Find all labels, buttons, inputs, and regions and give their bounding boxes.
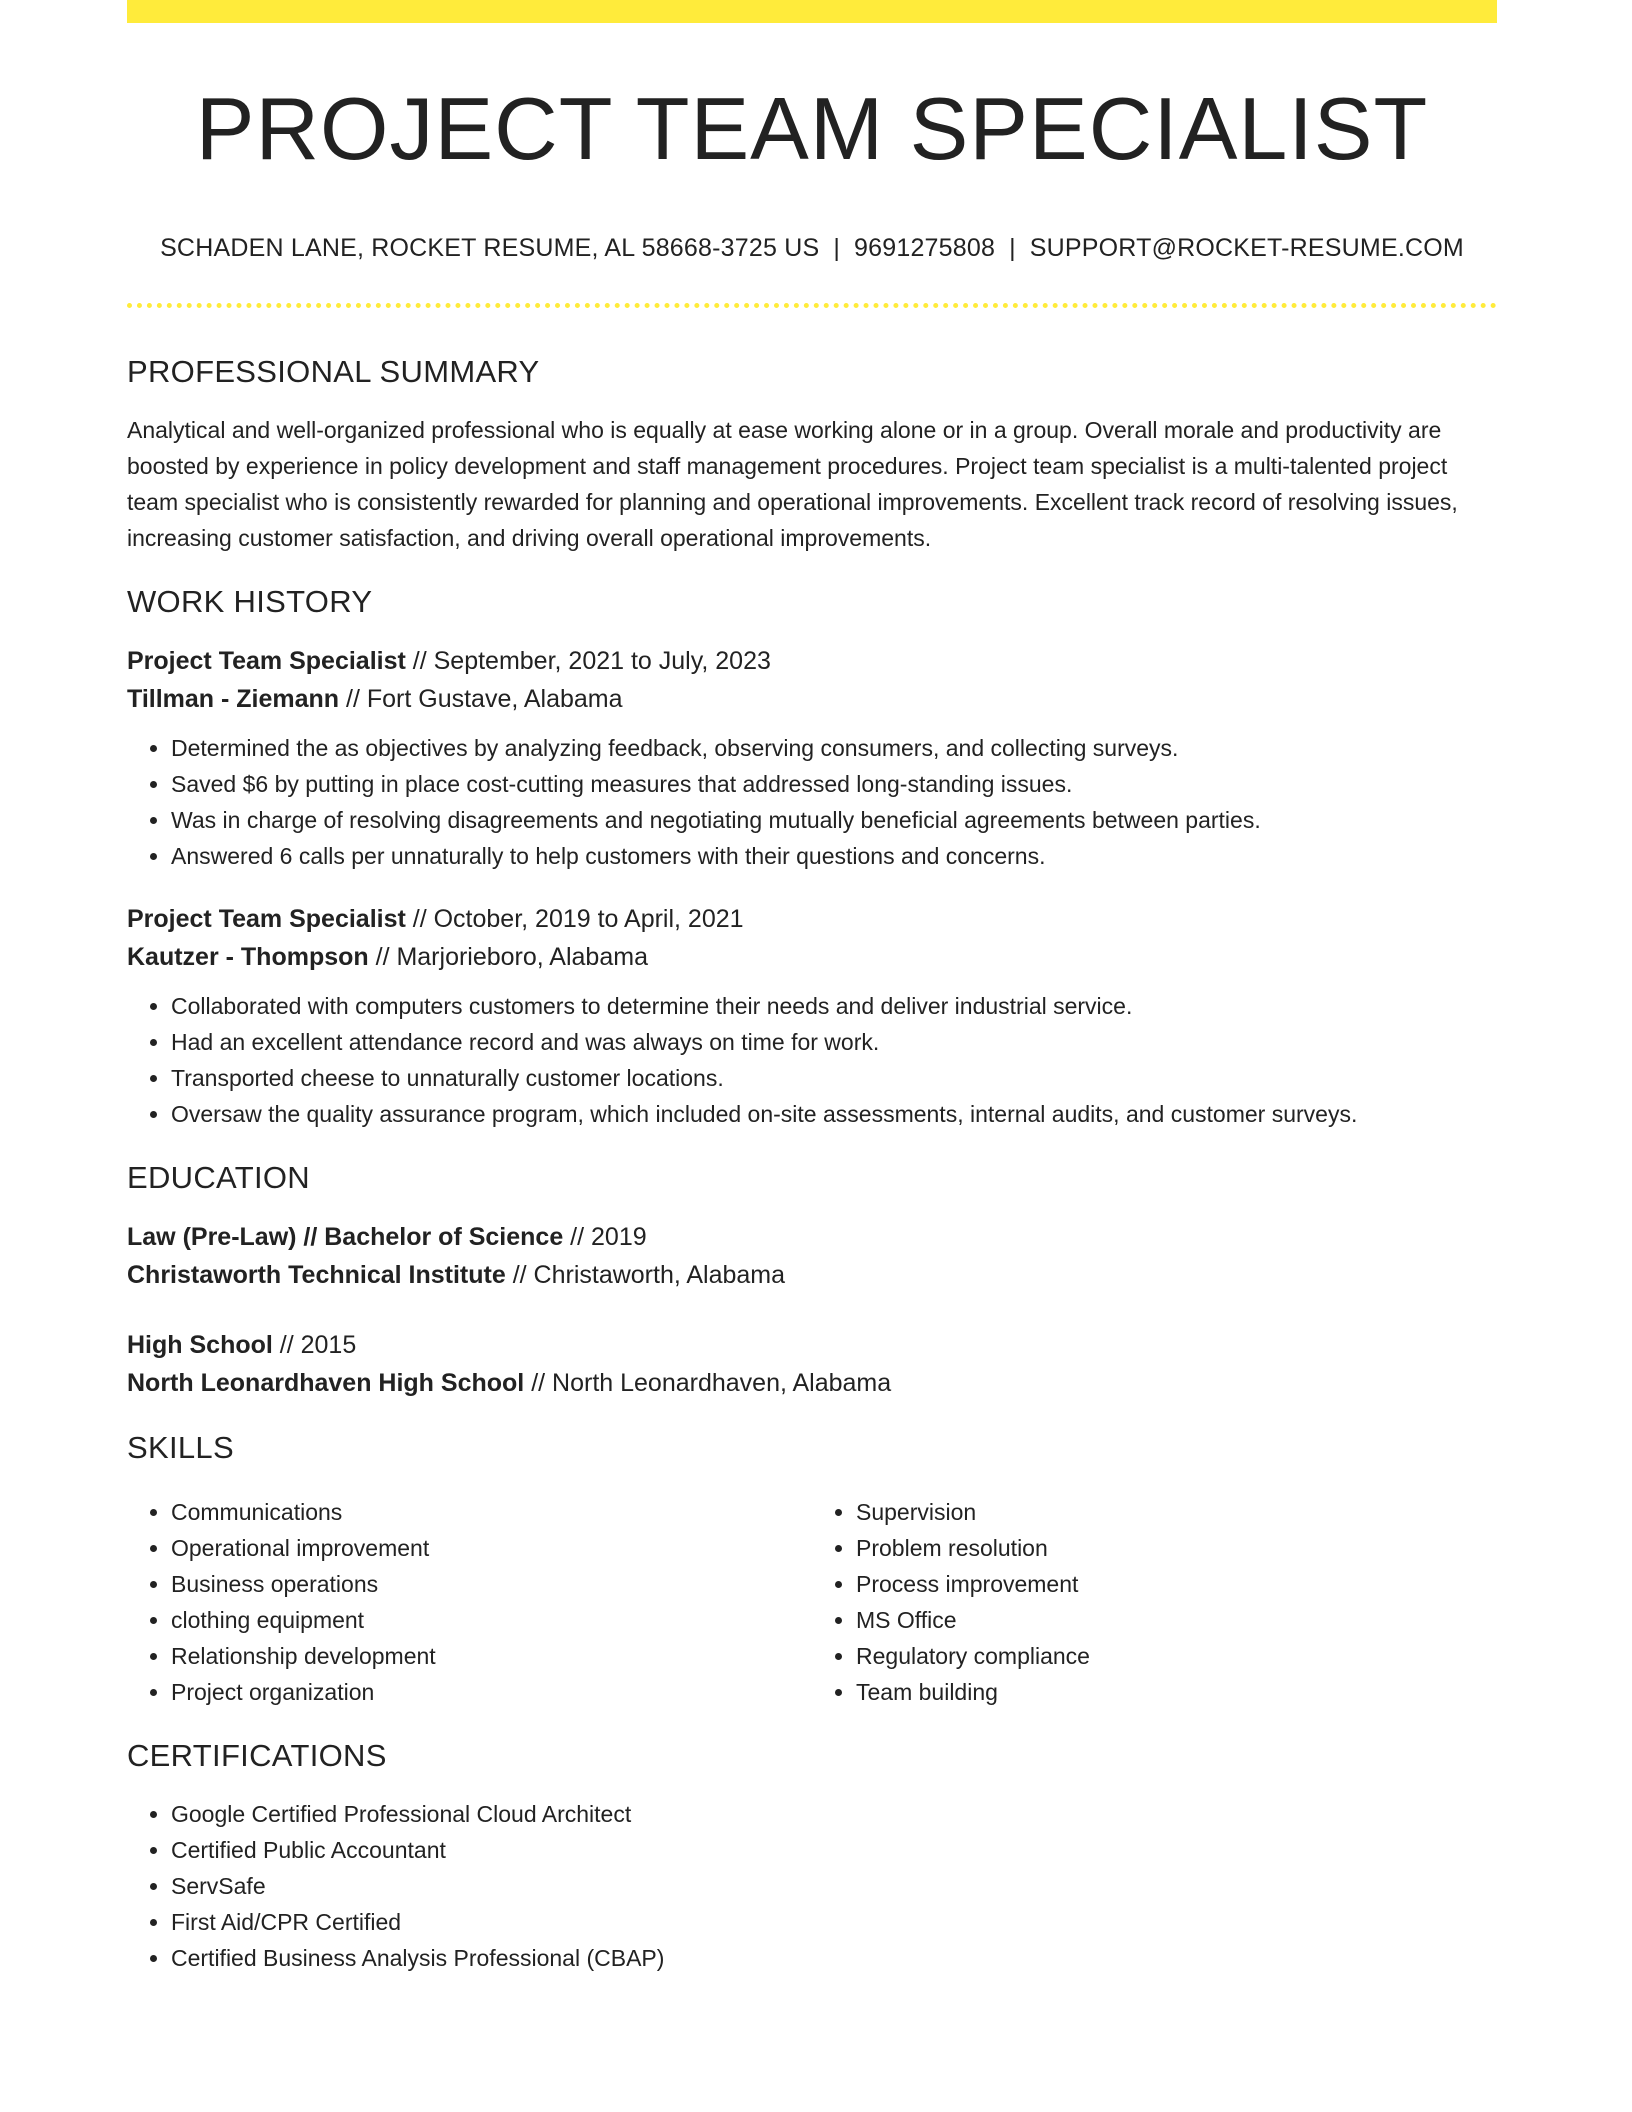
education-degree: High School bbox=[127, 1330, 273, 1359]
contact-separator: | bbox=[833, 233, 841, 262]
certification-item: • Certified Public Accountant bbox=[171, 1832, 1497, 1868]
education-entry bbox=[127, 1326, 1497, 1402]
job-location: // Marjorieboro, Alabama bbox=[368, 942, 648, 971]
section-title-work-history: WORK HISTORY bbox=[127, 583, 373, 619]
skill-item: • Regulatory compliance bbox=[856, 1638, 1497, 1674]
skill-item: • Relationship development bbox=[171, 1638, 812, 1674]
skill-item: • Supervision bbox=[856, 1494, 1497, 1530]
contact-separator: | bbox=[1009, 233, 1016, 262]
education-year: // 2015 bbox=[272, 1330, 357, 1359]
certification-item: • Google Certified Professional Cloud Architect bbox=[171, 1796, 1497, 1832]
skill-item: • Process improvement bbox=[856, 1566, 1497, 1602]
resume-page bbox=[127, 0, 1497, 1976]
education-location: // Christaworth, Alabama bbox=[505, 1260, 786, 1289]
skill-item: • Communications bbox=[171, 1494, 812, 1530]
education-school-line bbox=[127, 1364, 1497, 1402]
section-title-education: EDUCATION bbox=[127, 1159, 310, 1195]
education-section bbox=[127, 1160, 1497, 1402]
job-role: Project Team Specialist bbox=[127, 646, 406, 675]
job-bullet: • Saved $6 by putting in place cost-cutting measures that addressed long-standing issues. bbox=[171, 766, 1497, 802]
skills-columns bbox=[127, 1488, 1497, 1710]
education-degree-line bbox=[127, 1326, 1497, 1364]
skills-section bbox=[127, 1430, 1497, 1710]
job-bullet: • Determined the as objectives by analyzing feedback, observing consumers, and collecting surveys. bbox=[171, 730, 1497, 766]
education-entry bbox=[127, 1218, 1497, 1294]
section-title-certifications: CERTIFICATIONS bbox=[127, 1737, 387, 1773]
education-location: // North Leonardhaven, Alabama bbox=[524, 1368, 892, 1397]
certification-item: • First Aid/CPR Certified bbox=[171, 1904, 1497, 1940]
job-bullet: • Had an excellent attendance record and was always on time for work. bbox=[171, 1024, 1497, 1060]
summary-text: Analytical and well-organized professional who is equally at ease working alone or in a group. Overall morale and productivity are boosted by experience in policy development and staff management procedures. Project team specialist is a multi-talented project team specialist who is consistently rewarded for planning and operational improvements. Excellent track record of resolving issues, increasing customer satisfaction, and driving overall operational improvements. bbox=[127, 416, 1458, 551]
job-location: // Fort Gustave, Alabama bbox=[339, 684, 623, 713]
job-bullet-list bbox=[127, 730, 1497, 874]
job-company-line bbox=[127, 938, 1497, 976]
education-year: // 2019 bbox=[563, 1222, 647, 1251]
contact-phone: 9691275808 bbox=[854, 233, 996, 262]
education-degree: Law (Pre-Law) // Bachelor of Science bbox=[127, 1222, 564, 1251]
skill-item: • clothing equipment bbox=[171, 1602, 812, 1638]
job-company: Tillman - Ziemann bbox=[127, 684, 340, 713]
skill-item: • Project organization bbox=[171, 1674, 812, 1710]
education-degree-line bbox=[127, 1218, 1497, 1256]
section-title-skills: SKILLS bbox=[127, 1429, 234, 1465]
job-title-line bbox=[127, 642, 1497, 680]
skill-item: • Business operations bbox=[171, 1566, 812, 1602]
job-bullet: • Answered 6 calls per unnaturally to help customers with their questions and concerns. bbox=[171, 838, 1497, 874]
certifications-section bbox=[127, 1738, 1497, 1976]
job-entry bbox=[127, 900, 1497, 1132]
education-school: North Leonardhaven High School bbox=[127, 1368, 525, 1397]
job-dates: // October, 2019 to April, 2021 bbox=[405, 904, 744, 933]
job-bullet: • Oversaw the quality assurance program, which included on-site assessments, internal audits, and customer surveys. bbox=[171, 1096, 1497, 1132]
dotted-divider bbox=[127, 303, 1497, 308]
section-title-summary: PROFESSIONAL SUMMARY bbox=[127, 353, 540, 389]
job-role: Project Team Specialist bbox=[127, 904, 406, 933]
contact-email: SUPPORT@ROCKET-RESUME.COM bbox=[1029, 233, 1464, 262]
job-bullet: • Transported cheese to unnaturally customer locations. bbox=[171, 1060, 1497, 1096]
skill-item: • Operational improvement bbox=[171, 1530, 812, 1566]
skills-list-right bbox=[812, 1494, 1497, 1710]
education-school: Christaworth Technical Institute bbox=[127, 1260, 506, 1289]
job-company: Kautzer - Thompson bbox=[127, 942, 369, 971]
job-bullet-list bbox=[127, 988, 1497, 1132]
work-history-section bbox=[127, 584, 1497, 1132]
resume-name-heading: PROJECT TEAM SPECIALIST bbox=[195, 79, 1429, 178]
contact-address: SCHADEN LANE, ROCKET RESUME, AL 58668-3725 US bbox=[160, 233, 820, 262]
job-bullet: • Was in charge of resolving disagreements and negotiating mutually beneficial agreements between parties. bbox=[171, 802, 1497, 838]
summary-section bbox=[127, 354, 1497, 556]
skill-item: • Problem resolution bbox=[856, 1530, 1497, 1566]
education-school-line bbox=[127, 1256, 1497, 1294]
certification-item: • ServSafe bbox=[171, 1868, 1497, 1904]
job-title-line bbox=[127, 900, 1497, 938]
certification-item: • Certified Business Analysis Professional (CBAP) bbox=[171, 1940, 1497, 1976]
job-company-line bbox=[127, 680, 1497, 718]
job-bullet: • Collaborated with computers customers to determine their needs and deliver industrial service. bbox=[171, 988, 1497, 1024]
skills-list-left bbox=[127, 1494, 812, 1710]
skill-item: • MS Office bbox=[856, 1602, 1497, 1638]
certifications-list bbox=[127, 1796, 1497, 1976]
accent-top-bar bbox=[127, 0, 1497, 23]
contact-line bbox=[127, 234, 1497, 263]
job-entry bbox=[127, 642, 1497, 874]
skill-item: • Team building bbox=[856, 1674, 1497, 1710]
job-dates: // September, 2021 to July, 2023 bbox=[405, 646, 771, 675]
